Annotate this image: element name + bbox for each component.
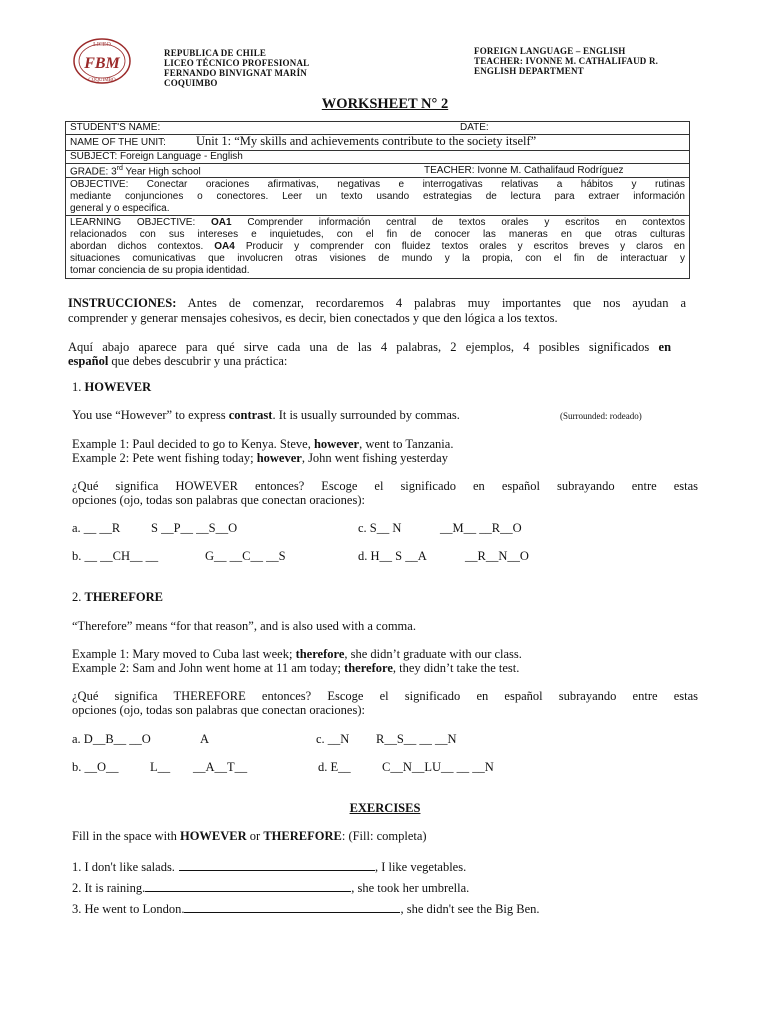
unit-label: NAME OF THE UNIT: (70, 137, 166, 148)
header-right-line: ENGLISH DEPARTMENT (474, 66, 584, 76)
logo-bottom-text: COQUIMBO (88, 78, 116, 83)
therefore-option-d-word[interactable]: C__N__LU__ __ __N (382, 760, 494, 774)
however-option-a-word[interactable]: S __P__ __S__O (151, 521, 238, 535)
instructions-line-2: comprender y generar mensajes cohesivos, es decir, bien conectados y que den lógica a los textos. (68, 311, 558, 325)
school-logo (72, 36, 132, 86)
student-name-label: STUDENT'S NAME: (70, 122, 161, 133)
info-box (65, 121, 690, 279)
header-left-line: COQUIMBO (164, 78, 218, 88)
subject-text: SUBJECT: Foreign Language - English (70, 151, 243, 162)
aqui-line-1: Aquí abajo aparece para qué sirve cada una de las 4 palabras, 2 ejemplos, 4 posibles significados en (68, 340, 672, 354)
exercise-item: 2. It is raining. , she took her umbrella. (72, 881, 470, 895)
grade-row (66, 164, 689, 178)
exercise-item: 3. He went to London. , she didn't see the Big Ben. (72, 902, 540, 916)
therefore-option-a-word[interactable]: A (200, 732, 210, 746)
however-note: (Surrounded: rodeado) (560, 411, 642, 421)
however-option-b[interactable]: b. __ __CH__ __ (72, 549, 159, 563)
aqui-line-2: español que debes descubrir y una práctica: (68, 354, 288, 368)
however-example-1: Example 1: Paul decided to go to Kenya. Steve, however, went to Tanzania. (72, 437, 454, 451)
therefore-option-c[interactable]: c. __N (316, 732, 350, 746)
however-example-2: Example 2: Pete went fishing today; however, John went fishing yesterday (72, 451, 448, 465)
learning-line: relacionados con sus intereses e inquietudes, con el fin de conocer las maneras en que otras culturas (70, 229, 685, 240)
exercise-item: 1. I don't like salads. , I like vegetables. (72, 860, 467, 874)
learning-line: abordan dichos contextos. OA4 Producir y comprender con fluidez textos orales y escritos breves y claros en (70, 241, 685, 252)
learning-objective (70, 217, 685, 277)
header-left-line: REPUBLICA DE CHILE (164, 48, 267, 58)
however-option-a[interactable]: a. __ __R (72, 521, 121, 535)
answer-blank[interactable] (145, 879, 351, 892)
logo-top-text: LICEO (93, 42, 111, 48)
objective-row (66, 178, 689, 216)
therefore-example-1: Example 1: Mary moved to Cuba last week; therefore, she didn’t graduate with our class. (72, 647, 522, 661)
header-right-line: TEACHER: IVONNE M. CATHALIFAUD R. (474, 56, 659, 66)
teacher-text: TEACHER: Ivonne M. Cathalifaud Rodríguez (424, 165, 624, 176)
however-option-c[interactable]: c. S__ N (358, 521, 402, 535)
worksheet-title: WORKSHEET N° 2 (321, 96, 449, 112)
therefore-question-line-1: ¿Qué significa THEREFORE entonces? Escoge el significado en español subrayando entre estas (72, 689, 698, 703)
grade-text: GRADE: 3rd Year High school (70, 165, 201, 178)
therefore-option-b-word-2[interactable]: __A__T__ (193, 760, 248, 774)
however-option-c-word[interactable]: __M__ __R__O (440, 521, 522, 535)
objective-line: OBJECTIVE: Conectar oraciones afirmativas, negativas e interrogativas relativas a hábitos y rutinas (70, 179, 685, 190)
school-header-right (474, 46, 658, 76)
objective-line: mediante conjunciones o conectores. Leer un texto usando estrategias de lectura para extraer información (70, 191, 685, 202)
exercises-instructions: Fill in the space with HOWEVER or THEREFORE: (Fill: completa) (72, 829, 427, 843)
header-right-line: FOREIGN LANGUAGE – ENGLISH (474, 46, 626, 56)
instructions-line-1: INSTRUCCIONES: Antes de comenzar, recordaremos 4 palabras muy importantes que nos ayudan a (68, 296, 686, 310)
learning-line: tomar conciencia de su propia identidad. (70, 265, 250, 276)
therefore-option-d[interactable]: d. E__ (318, 760, 351, 774)
objective-line: general y o especifica. (70, 203, 170, 214)
therefore-option-c-word[interactable]: R__S__ __ __N (376, 732, 457, 746)
school-header-left (164, 48, 309, 88)
however-option-d[interactable]: d. H__ S __A (358, 549, 427, 563)
answer-blank[interactable] (179, 858, 375, 871)
therefore-example-2: Example 2: Sam and John went home at 11 am today; therefore, they didn’t take the test. (72, 661, 520, 675)
header-left-line: LICEO TÉCNICO PROFESIONAL (164, 58, 310, 68)
therefore-option-b[interactable]: b. __O__ (72, 760, 119, 774)
therefore-option-b-word[interactable]: L__ (150, 760, 171, 774)
header-left-line: FERNANDO BINVIGNAT MARÍN (164, 68, 307, 78)
therefore-option-a[interactable]: a. D__B__ __O (72, 732, 151, 746)
learning-line: situaciones comunicativas que involucren otras visiones de mundo y la propia, con el fin de interactuar y (70, 253, 685, 264)
exercises-title: EXERCISES (349, 801, 421, 815)
therefore-usage: “Therefore” means “for that reason”, and is also used with a comma. (72, 619, 416, 633)
however-usage: You use “However” to express contrast. It is usually surrounded by commas. (72, 408, 460, 422)
logo-monogram: FBM (84, 55, 120, 72)
therefore-question-line-2: opciones (ojo, todas son palabras que conectan oraciones): (72, 703, 365, 717)
unit-value: Unit 1: “My skills and achievements contribute to the society itself” (196, 134, 537, 148)
however-option-d-word[interactable]: __R__N__O (465, 549, 529, 563)
however-option-b-word[interactable]: G__ __C__ __S (205, 549, 286, 563)
however-heading: 1. HOWEVER (72, 380, 152, 394)
learning-line: LEARNING OBJECTIVE: OA1 Comprender información central de textos orales y escritos en contextos (70, 217, 686, 228)
subject-row (66, 151, 689, 164)
date-label: DATE: (460, 122, 489, 133)
answer-blank[interactable] (184, 900, 400, 913)
however-question-line-1: ¿Qué significa HOWEVER entonces? Escoge el significado en español subrayando entre estas (72, 479, 698, 493)
however-question-line-2: opciones (ojo, todas son palabras que conectan oraciones): (72, 493, 365, 507)
therefore-heading: 2. THEREFORE (72, 590, 163, 604)
unit-row (66, 135, 689, 151)
